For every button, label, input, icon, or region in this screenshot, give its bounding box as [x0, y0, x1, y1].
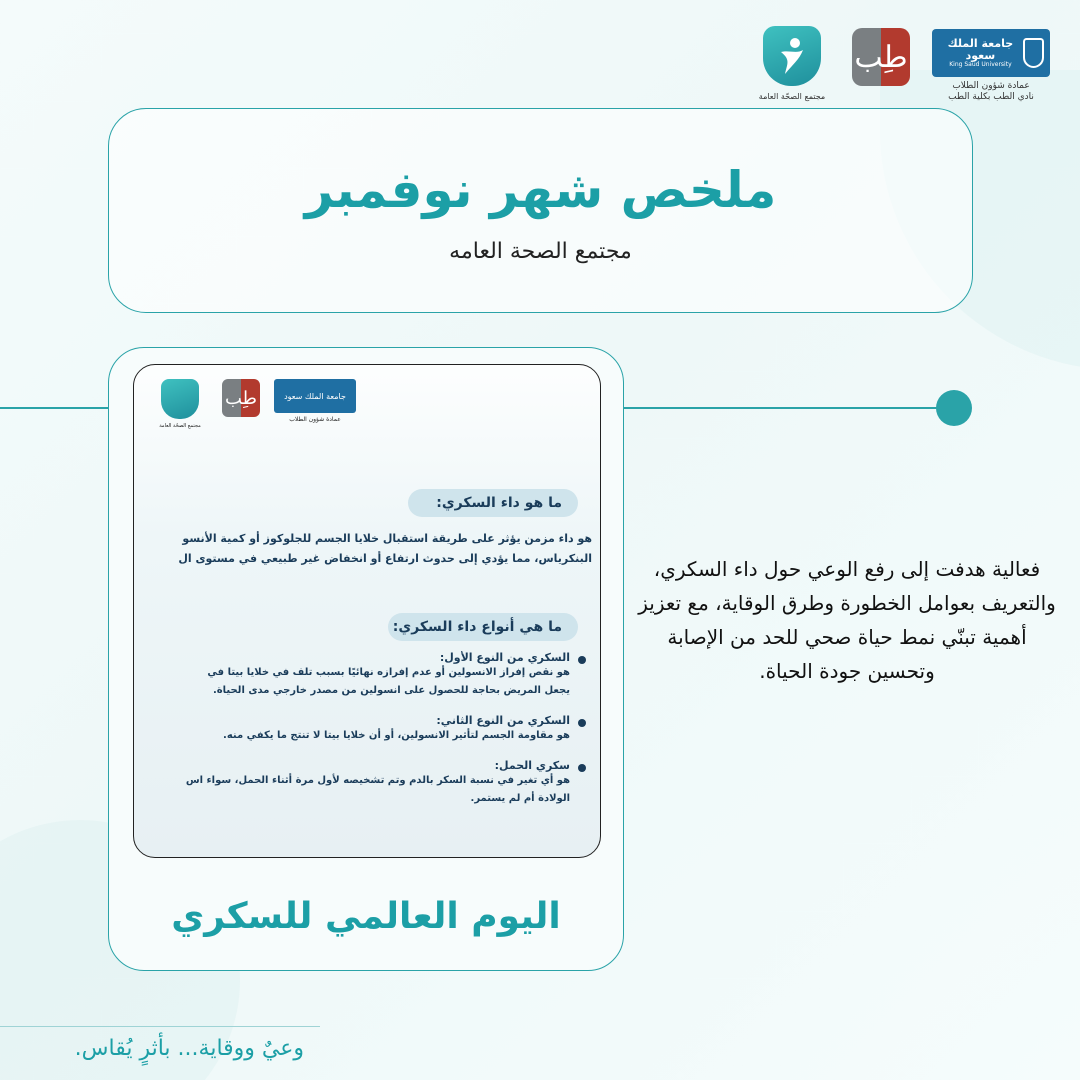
- event-description: فعالية هدفت إلى رفع الوعي حول داء السكري، والتعريف بعوامل الخطورة وطرق الوقاية، مع تعزيز أهمية تبنّي نمط حياة صحي للحد من الإصابة وتحسين جودة الحياة.: [638, 557, 1056, 683]
- bullet-icon: [578, 719, 586, 727]
- ksu-name-ar: جامعة الملك سعود: [947, 36, 1014, 62]
- community-logo-caption: مجتمع الصحّة العامة: [758, 92, 826, 101]
- connector-dot: [936, 390, 972, 426]
- bullet-icon: [578, 764, 586, 772]
- king-saud-university-logo: [932, 29, 1050, 104]
- poster-person-icon: [161, 379, 199, 419]
- event-poster: [133, 364, 601, 858]
- footer-divider: [0, 1026, 320, 1027]
- poster-question-types: ما هي أنواع داء السكري:: [388, 613, 578, 641]
- ksu-emblem-icon: [1023, 38, 1044, 68]
- list-item: السكري من النوع الثاني: هو مقاومة الجسم لتأثير الانسولين، أو أن خلايا بيتا لا تنتج ما يكفي منه.: [133, 714, 586, 745]
- bullet-icon: [578, 656, 586, 664]
- public-health-community-logo: [754, 26, 830, 101]
- poster-ksu-logo: جامعة الملك سعود عمادة شؤون الطلاب: [274, 379, 356, 423]
- event-card: [108, 347, 624, 971]
- event-title: اليوم العالمي للسكري: [171, 896, 561, 937]
- poster-logos: [152, 379, 582, 429]
- person-icon: [763, 26, 821, 86]
- poster-types-list: [133, 651, 586, 822]
- poster-community-logo: مجتمع الصحّة العامة: [152, 379, 208, 429]
- ksu-deanship-text: عمادة شؤون الطلاب: [952, 81, 1030, 91]
- list-item: سكري الحمل: هو أي تغير في نسبة السكر بالدم وتم تشخيصه لأول مرة أثناء الحمل، سواء اس الولادة أم لم يستمر.: [133, 759, 586, 808]
- poster-medicine-club-logo: طِب: [222, 379, 260, 417]
- title-card: [108, 108, 973, 313]
- page-subtitle: مجتمع الصحة العامه: [449, 239, 632, 264]
- list-item: السكري من النوع الأول: هو نقص إفراز الانسولين أو عدم إفرازه نهائيًا بسبب تلف في خلايا بيتا في يجعل المريض بحاجة للحصول على انسولين من مصدر خارجي مدى الحياة.: [133, 651, 586, 700]
- poster-question-definition: ما هو داء السكري:: [408, 489, 578, 517]
- ksu-club-text: نادي الطب بكلية الطب: [948, 92, 1034, 103]
- footer-slogan: وعيٌ ووقاية... بأثرٍ يُقاس.: [74, 1036, 304, 1061]
- poster-definition: هو داء مزمن يؤثر على طريقة استقبال خلايا الجسم للجلوكوز أو كمية الأنسو البنكرياس، مما يؤدي إلى حدوث ارتفاع أو انخفاض غير طبيعي في مستوى ال: [178, 532, 592, 566]
- medicine-club-logo: طِب: [852, 28, 910, 86]
- header-logos: [754, 26, 1050, 104]
- page-title: ملخص شهر نوفمبر: [304, 161, 777, 219]
- ksu-name-en: King Saud University: [949, 60, 1012, 68]
